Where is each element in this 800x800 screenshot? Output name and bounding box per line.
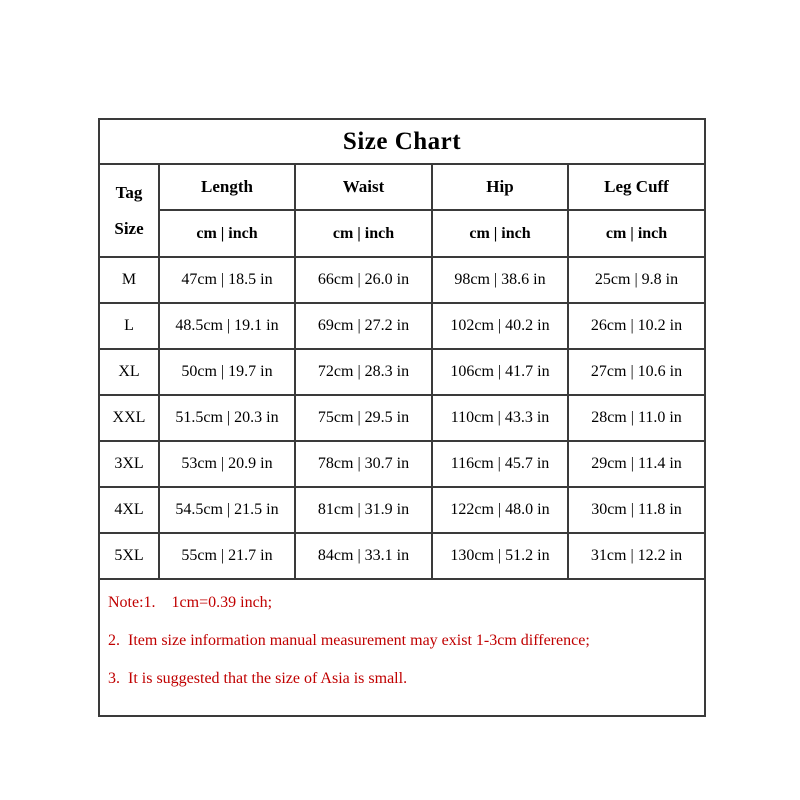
leg-cuff-value: 31cm | 12.2 in: [568, 533, 705, 579]
hip-value: 102cm | 40.2 in: [432, 303, 568, 349]
size-label: XXL: [99, 395, 159, 441]
note-line-3: 3. It is suggested that the size of Asia is small.: [108, 670, 408, 687]
waist-value: 81cm | 31.9 in: [295, 487, 432, 533]
tag-size-header-line2: Size: [114, 218, 144, 238]
leg-cuff-value: 26cm | 10.2 in: [568, 303, 705, 349]
size-label: L: [99, 303, 159, 349]
col-header-leg-cuff: Leg Cuff: [568, 164, 705, 210]
length-value: 48.5cm | 19.1 in: [159, 303, 295, 349]
col-header-waist: Waist: [295, 164, 432, 210]
unit-label-leg-cuff: cm | inch: [568, 210, 705, 257]
table-row-5xl: [99, 533, 705, 579]
hip-value: 110cm | 43.3 in: [432, 395, 568, 441]
note-line-2: 2. Item size information manual measurement may exist 1-3cm difference;: [108, 632, 590, 649]
length-value: 54.5cm | 21.5 in: [159, 487, 295, 533]
table-row-3xl: [99, 441, 705, 487]
length-value: 55cm | 21.7 in: [159, 533, 295, 579]
length-value: 47cm | 18.5 in: [159, 257, 295, 303]
leg-cuff-value: 30cm | 11.8 in: [568, 487, 705, 533]
table-row-4xl: [99, 487, 705, 533]
size-label: 3XL: [99, 441, 159, 487]
hip-value: 116cm | 45.7 in: [432, 441, 568, 487]
size-chart-table: [98, 118, 706, 717]
table-row-l: [99, 303, 705, 349]
col-header-length: Length: [159, 164, 295, 210]
chart-title: Size Chart: [99, 119, 705, 164]
table-row-xxl: [99, 395, 705, 441]
hip-value: 98cm | 38.6 in: [432, 257, 568, 303]
hip-value: 106cm | 41.7 in: [432, 349, 568, 395]
note-line-1: Note:1. 1cm=0.39 inch;: [108, 594, 273, 611]
table-row-m: [99, 257, 705, 303]
size-label: 5XL: [99, 533, 159, 579]
col-header-hip: Hip: [432, 164, 568, 210]
tag-size-header: [99, 164, 159, 257]
size-label: XL: [99, 349, 159, 395]
title-row: [99, 119, 705, 164]
waist-value: 78cm | 30.7 in: [295, 441, 432, 487]
unit-label-length: cm | inch: [159, 210, 295, 257]
unit-label-waist: cm | inch: [295, 210, 432, 257]
waist-value: 84cm | 33.1 in: [295, 533, 432, 579]
size-label: 4XL: [99, 487, 159, 533]
waist-value: 69cm | 27.2 in: [295, 303, 432, 349]
tag-size-header-line1: Tag: [115, 182, 143, 202]
unit-label-hip: cm | inch: [432, 210, 568, 257]
table-row-xl: [99, 349, 705, 395]
waist-value: 75cm | 29.5 in: [295, 395, 432, 441]
size-label: M: [99, 257, 159, 303]
length-value: 51.5cm | 20.3 in: [159, 395, 295, 441]
length-value: 50cm | 19.7 in: [159, 349, 295, 395]
waist-value: 72cm | 28.3 in: [295, 349, 432, 395]
length-value: 53cm | 20.9 in: [159, 441, 295, 487]
hip-value: 130cm | 51.2 in: [432, 533, 568, 579]
hip-value: 122cm | 48.0 in: [432, 487, 568, 533]
notes-cell: [99, 579, 705, 716]
leg-cuff-value: 27cm | 10.6 in: [568, 349, 705, 395]
unit-header-row: [99, 210, 705, 257]
notes-row: [99, 579, 705, 716]
column-header-row: [99, 164, 705, 210]
leg-cuff-value: 29cm | 11.4 in: [568, 441, 705, 487]
leg-cuff-value: 28cm | 11.0 in: [568, 395, 705, 441]
waist-value: 66cm | 26.0 in: [295, 257, 432, 303]
leg-cuff-value: 25cm | 9.8 in: [568, 257, 705, 303]
